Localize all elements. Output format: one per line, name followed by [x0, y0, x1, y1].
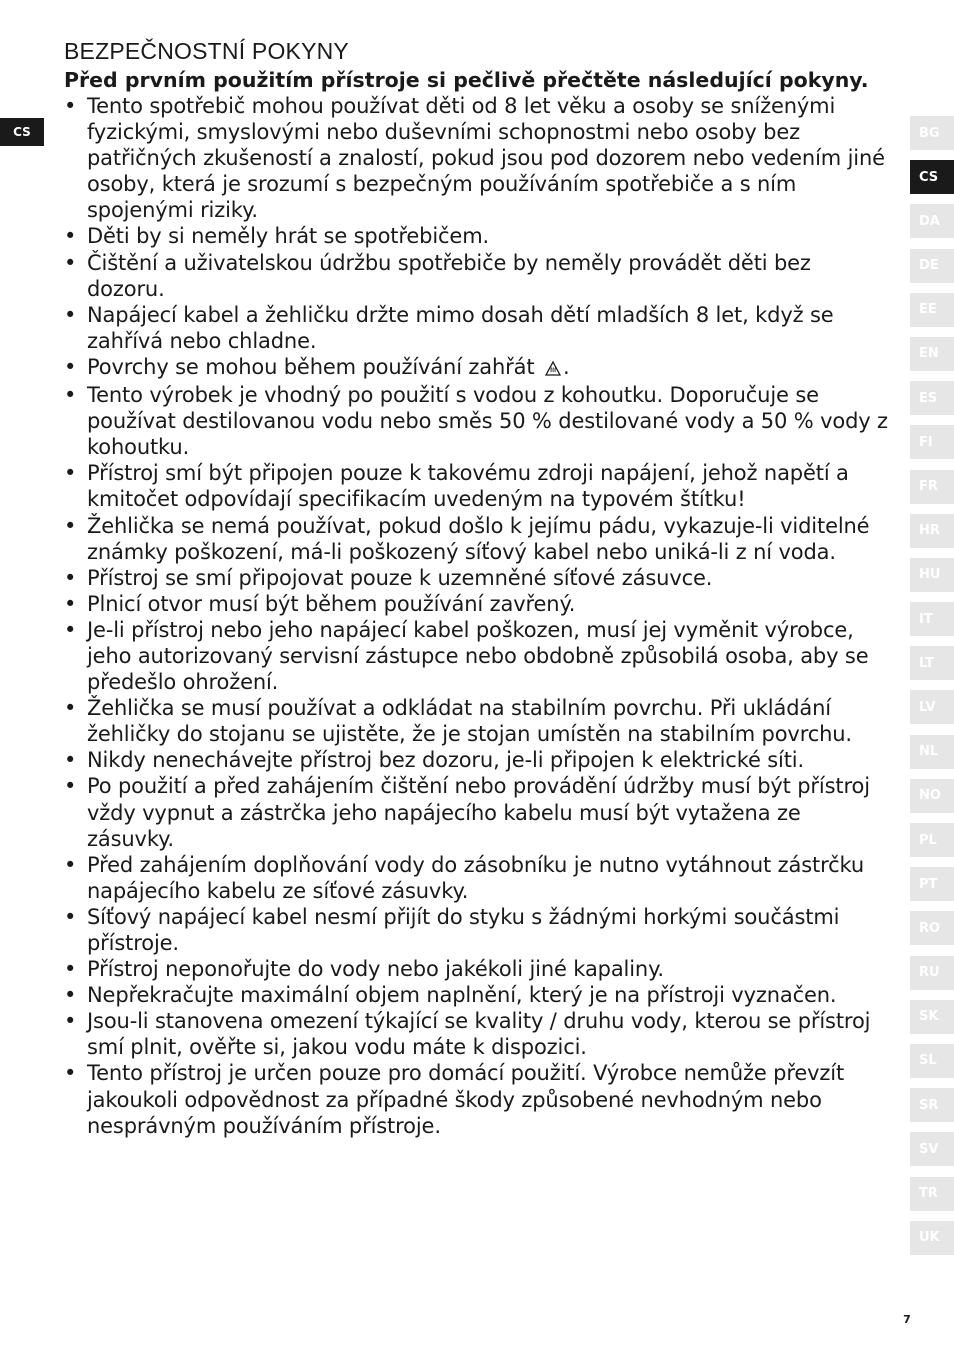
language-tab-lt[interactable]: LT	[910, 646, 954, 680]
language-tab-nl[interactable]: NL	[910, 735, 954, 769]
list-item: • Je-li přístroj nebo jeho napájecí kabel poškozen, musí jej vyměnit výrobce, jeho autorizovaný servisní zástupce nebo obdobně způsobilá osoba, aby se předešlo ohrožení.	[64, 617, 888, 695]
hot-surface-period: .	[563, 354, 570, 379]
page-title: BEZPEČNOSTNÍ POKYNY	[64, 38, 349, 64]
language-tab-en[interactable]: EN	[910, 337, 954, 371]
list-item: • Před zahájením doplňování vody do zásobníku je nutno vytáhnout zástrčku napájecího kabelu ze síťové zásuvky.	[64, 852, 888, 904]
list-item: • Tento spotřebič mohou používat děti od 8 let věku a osoby se sníženými fyzickými, smyslovými nebo duševními schopnostmi nebo osoby bez patřičných zkušeností a znalostí, pokud jsou pod dozorem nebo vedením jiné osoby, která je srozumí s bezpečným používáním spotřebiče a s ním spojenými riziky.	[64, 93, 888, 223]
language-tab-hu[interactable]: HU	[910, 558, 954, 592]
language-tab-sr[interactable]: SR	[910, 1088, 954, 1122]
language-tab-pt[interactable]: PT	[910, 867, 954, 901]
list-item: • Plnicí otvor musí být během používání zavřený.	[64, 591, 888, 617]
language-tab-fr[interactable]: FR	[910, 470, 954, 504]
language-tab-de[interactable]: DE	[910, 249, 954, 283]
page-number: 7	[903, 1313, 911, 1326]
language-tab-ru[interactable]: RU	[910, 956, 954, 990]
language-tab-pl[interactable]: PL	[910, 823, 954, 857]
hot-surface-warning-icon	[545, 356, 561, 382]
list-item: • Děti by si neměly hrát se spotřebičem.	[64, 223, 888, 249]
language-tab-sl[interactable]: SL	[910, 1044, 954, 1078]
list-item: • Žehlička se musí používat a odkládat na stabilním povrchu. Při ukládání žehličky do stojanu se ujistěte, že je stojan umístěn na stabilním povrchu.	[64, 695, 888, 747]
language-tab-it[interactable]: IT	[910, 602, 954, 636]
language-tab-uk[interactable]: UK	[910, 1221, 954, 1255]
list-item: • Síťový napájecí kabel nesmí přijít do styku s žádnými horkými součástmi přístroje.	[64, 904, 888, 956]
list-item: • Čištění a uživatelskou údržbu spotřebiče by neměly provádět děti bez dozoru.	[64, 250, 888, 302]
list-item: • Tento přístroj je určen pouze pro domácí použití. Výrobce nemůže převzít jakoukoli odpovědnost za případné škody způsobené nevhodným nebo nesprávným používáním přístroje.	[64, 1060, 888, 1138]
language-tab-tr[interactable]: TR	[910, 1177, 954, 1211]
language-tab-ee[interactable]: EE	[910, 293, 954, 327]
language-tab-sk[interactable]: SK	[910, 1000, 954, 1034]
list-item: • Nepřekračujte maximální objem naplnění, který je na přístroji vyznačen.	[64, 982, 888, 1008]
language-tab-lv[interactable]: LV	[910, 690, 954, 724]
section-language-tab: CS	[0, 118, 44, 146]
language-tab-cs[interactable]: CS	[910, 160, 954, 194]
list-item-hot-surface	[64, 354, 888, 382]
language-tab-no[interactable]: NO	[910, 779, 954, 813]
list-item: • Nikdy nenechávejte přístroj bez dozoru, je-li připojen k elektrické síti.	[64, 747, 888, 773]
list-item: • Přístroj se smí připojovat pouze k uzemněné síťové zásuvce.	[64, 565, 888, 591]
language-tab-da[interactable]: DA	[910, 204, 954, 238]
language-tab-fi[interactable]: FI	[910, 425, 954, 459]
safety-instructions	[64, 37, 888, 1139]
list-item: • Přístroj neponořujte do vody nebo jakékoli jiné kapaliny.	[64, 956, 888, 982]
instruction-list	[64, 93, 888, 1139]
language-tab-sv[interactable]: SV	[910, 1132, 954, 1166]
list-item: • Přístroj smí být připojen pouze k takovému zdroji napájení, jehož napětí a kmitočet odpovídají specifikacím uvedeným na typovém štítku!	[64, 460, 888, 512]
language-index	[910, 116, 954, 1265]
list-item: • Jsou-li stanovena omezení týkající se kvality / druhu vody, kterou se přístroj smí plnit, ověřte si, jakou vodu máte k dispozici.	[64, 1008, 888, 1060]
page-subtitle: Před prvním použitím přístroje si pečlivě přečtěte následující pokyny.	[64, 68, 869, 92]
hot-surface-text: Povrchy se mohou během používání zahřát	[87, 354, 541, 379]
language-tab-es[interactable]: ES	[910, 381, 954, 415]
list-item: • Po použití a před zahájením čištění nebo provádění údržby musí být přístroj vždy vypnut a zástrčka jeho napájecího kabelu musí být vytažena ze zásuvky.	[64, 773, 888, 851]
list-item: • Napájecí kabel a žehličku držte mimo dosah dětí mladších 8 let, když se zahřívá nebo chladne.	[64, 302, 888, 354]
list-item: • Tento výrobek je vhodný po použití s vodou z kohoutku. Doporučuje se používat destilovanou vodu nebo směs 50 % destilované vody a 50 % vody z kohoutku.	[64, 382, 888, 460]
language-tab-hr[interactable]: HR	[910, 514, 954, 548]
language-tab-bg[interactable]: BG	[910, 116, 954, 150]
list-item: • Žehlička se nemá používat, pokud došlo k jejímu pádu, vykazuje-li viditelné známky poškození, má-li poškozený síťový kabel nebo uniká-li z ní voda.	[64, 513, 888, 565]
language-tab-ro[interactable]: RO	[910, 911, 954, 945]
